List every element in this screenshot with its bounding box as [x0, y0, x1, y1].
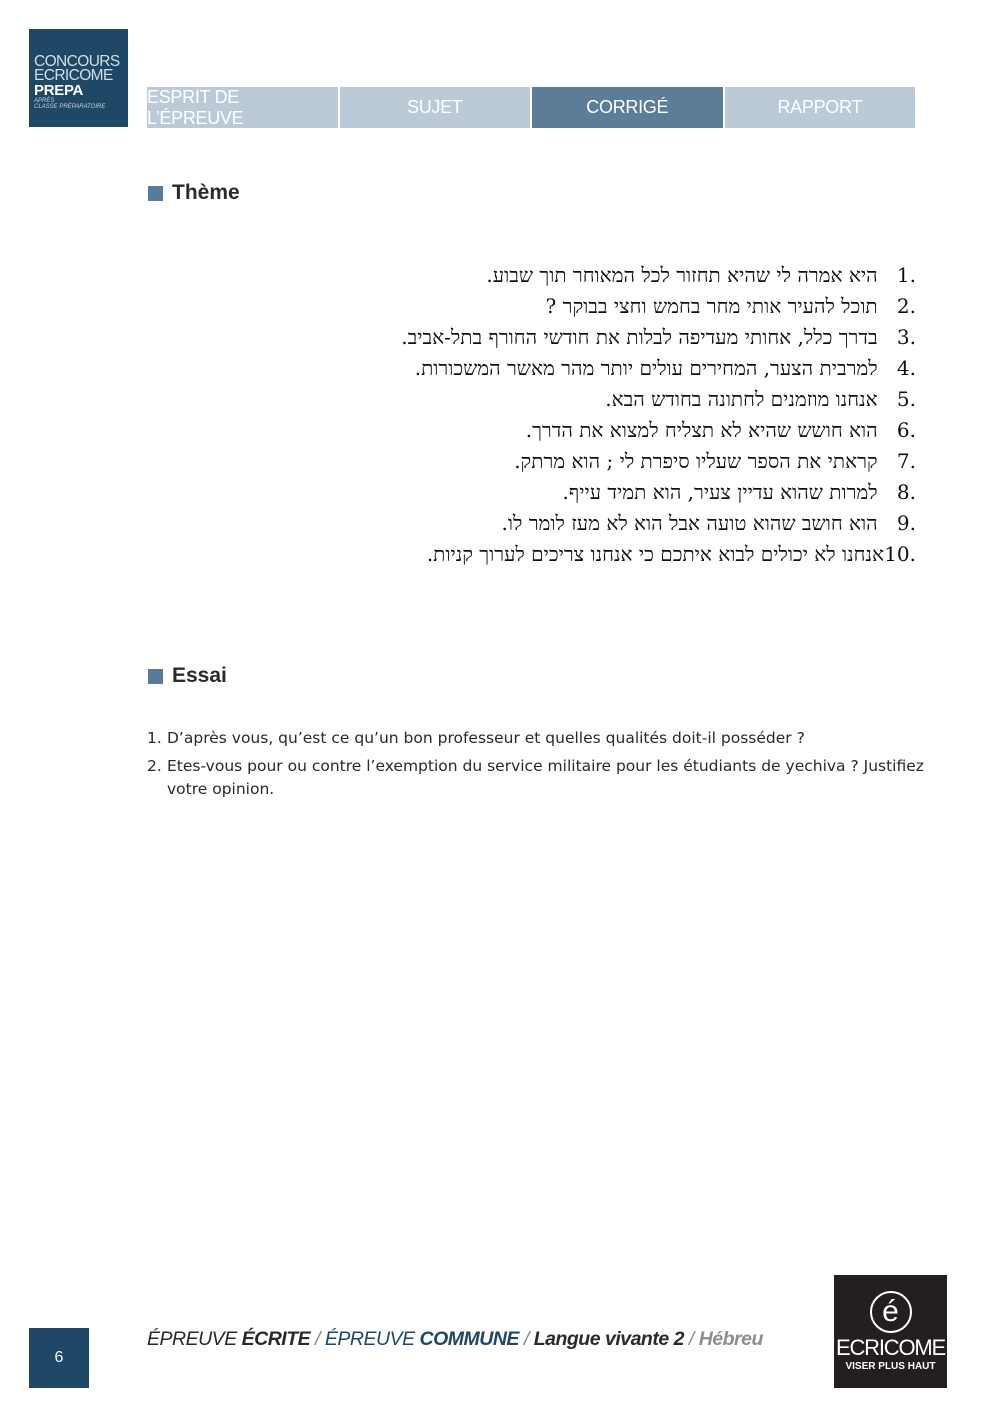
tab-rapport[interactable]: RAPPORT	[725, 87, 916, 128]
list-item: .10אנחנו לא יכולים לבוא איתכם כי אנחנו צריכים לערוך קניות.	[426, 542, 916, 566]
section-tabs	[147, 87, 915, 128]
tab-esprit[interactable]: ESPRIT DE L’ÉPREUVE	[147, 87, 338, 128]
logo-line-classe: CLASSE PRÉPARATOIRE	[34, 104, 106, 110]
logo-line-ecricome: ECRICOME	[34, 67, 113, 84]
logo-line-apres: APRÈS	[34, 98, 55, 104]
tab-sujet[interactable]: SUJET	[340, 87, 531, 128]
theme-heading	[148, 181, 240, 205]
list-item: 1. D’après vous, qu’est ce qu’un bon professeur et quelles qualités doit-il posséder ?	[147, 729, 805, 747]
essai-title: Essai	[172, 664, 227, 687]
theme-list	[216, 260, 916, 570]
list-item: .6 הוא חושש שהיא לא תצליח למצוא את הדרך.	[525, 418, 916, 442]
brand-tagline: VISER PLUS HAUT	[845, 1361, 936, 1372]
list-item: .4 למרבית הצער, המחירים עולים יותר מהר מאשר המשכורות.	[414, 356, 916, 380]
list-item: .5 אנחנו מוזמנים לחתונה בחודש הבא.	[605, 387, 916, 411]
ecricome-logo	[834, 1275, 947, 1388]
tab-corrige[interactable]: CORRIGÉ	[532, 87, 723, 128]
essai-heading	[148, 664, 227, 688]
footer-title: ÉPREUVE ÉCRITE / ÉPREUVE COMMUNE / Langue vivante 2 / Hébreu	[147, 1328, 763, 1350]
list-item: .8 למרות שהוא עדיין צעיר, הוא תמיד עייף.	[562, 480, 916, 504]
brand-name: ECRICOME	[836, 1335, 945, 1360]
square-bullet-icon	[148, 186, 163, 201]
square-bullet-icon	[148, 669, 163, 684]
essai-list	[147, 727, 927, 806]
ecricome-e-icon: é	[870, 1291, 912, 1333]
list-item: .9 הוא חושב שהוא טועה אבל הוא לא מעז לומר לו.	[501, 511, 916, 535]
list-item: 2. Etes-vous pour ou contre l’exemption du service militaire pour les étudiants de yechiva ? Justifiez votre opinion.	[147, 757, 924, 798]
list-item: .7 קראתי את הספר שעליו סיפרת לי ; הוא מרתק.	[514, 449, 916, 473]
list-item: .1 היא אמרה לי שהיא תחזור לכל המאוחר תוך שבוע.	[486, 263, 916, 287]
page-number: 6	[29, 1328, 89, 1388]
logo-line-concours: CONCOURS	[34, 53, 120, 70]
list-item: .2 תוכל להעיר אותי מחר בחמש וחצי בבוקר ?	[545, 294, 916, 318]
list-item: .3 בדרך כלל, אחותי מעדיפה לבלות את חודשי החורף בתל-אביב.	[401, 325, 916, 349]
theme-title: Thème	[172, 181, 240, 204]
concours-logo	[29, 29, 128, 127]
logo-line-prepa: PREPA	[34, 82, 84, 99]
